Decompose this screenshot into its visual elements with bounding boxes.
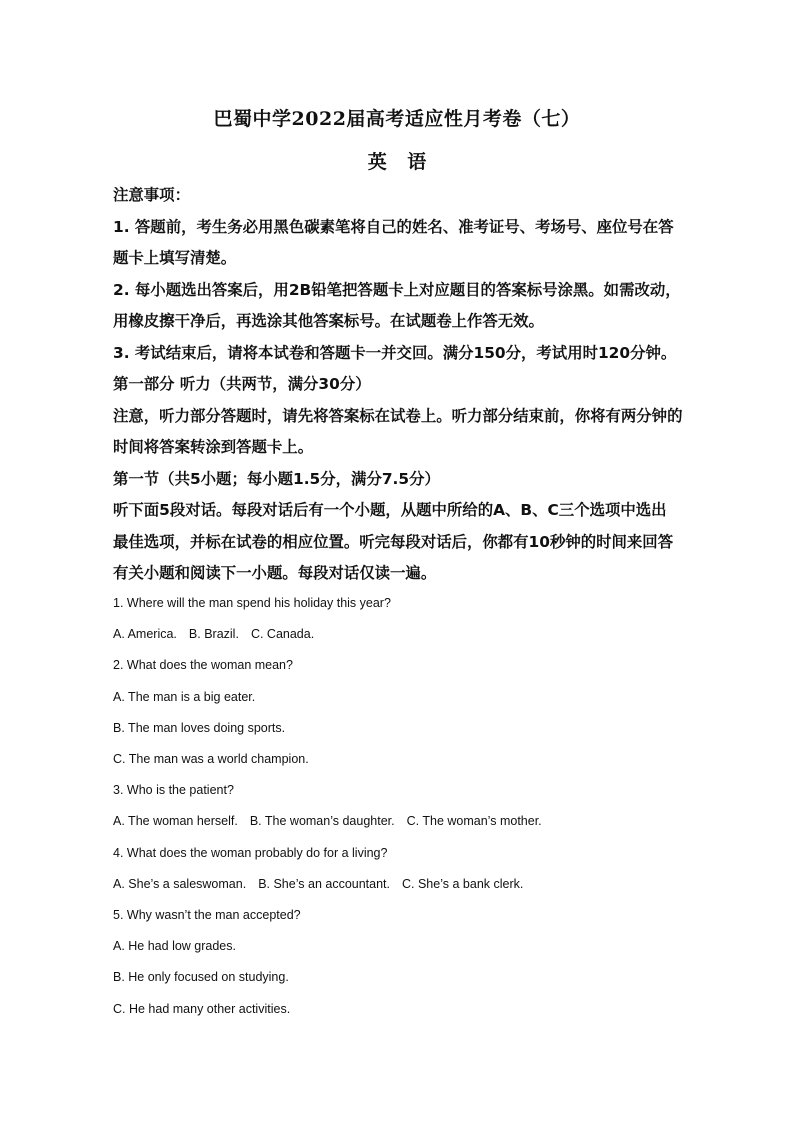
question-stem: 4. What does the woman probably do for a living? (113, 845, 388, 860)
section-heading: 第一节（共5小题；每小题1.5分，满分7.5分） (113, 469, 440, 488)
notice-block (113, 180, 713, 590)
option-a: A. The man is a big eater. (113, 689, 256, 704)
option-c: C. The man was a world champion. (113, 752, 309, 767)
instruction-line: 有关小题和阅读下一小题。每段对话仅读一遍。 (113, 564, 437, 582)
option-b: B. She’s an accountant. (258, 876, 390, 891)
option-row (113, 869, 713, 900)
listening-note-line: 时间将答案转涂到答题卡上。 (113, 438, 314, 456)
question-stem: 2. What does the woman mean? (113, 658, 293, 673)
question-list (113, 588, 713, 1025)
question-stem: 3. Who is the patient? (113, 783, 234, 798)
option-c: C. Canada. (250, 627, 315, 642)
option-a: A. America. (113, 627, 177, 642)
question-stem: 5. Why wasn’t the man accepted? (113, 908, 301, 923)
option-b: B. The woman’s daughter. (249, 814, 395, 829)
option-c: C. He had many other activities. (113, 1001, 291, 1016)
option-b: B. Brazil. (188, 627, 239, 642)
page-title: 巴蜀中学2022届高考适应性月考卷（七） (213, 108, 581, 130)
notice-line: 用橡皮擦干净后，再选涂其他答案标号。在试题卷上作答无效。 (113, 312, 544, 330)
option-a: A. She’s a saleswoman. (113, 876, 247, 891)
notice-line: 1. 答题前，考生务必用黑色碳素笔将自己的姓名、准考证号、考场号、座位号在答 (113, 217, 674, 236)
option-b: B. He only focused on studying. (113, 970, 289, 985)
instruction-line: 最佳选项，并标在试卷的相应位置。听完每段对话后，你都有10秒钟的时间来回答 (113, 532, 674, 551)
subject-title: 英 语 (367, 151, 427, 173)
option-b: B. The man loves doing sports. (113, 720, 286, 735)
notice-line: 题卡上填写清楚。 (113, 249, 237, 267)
option-row (113, 619, 713, 650)
option-a: A. He had low grades. (113, 939, 236, 954)
notice-line: 2. 每小题选出答案后，用2B铅笔把答题卡上对应题目的答案标号涂黑。如需改动， (113, 280, 681, 299)
option-c: C. The woman’s mother. (406, 814, 542, 829)
notice-heading: 注意事项： (113, 186, 190, 204)
question-stem: 1. Where will the man spend his holiday this year? (113, 596, 391, 610)
option-row (113, 806, 713, 837)
option-a: A. The woman herself. (113, 814, 238, 829)
listening-note-line: 注意，听力部分答题时，请先将答案标在试卷上。听力部分结束前，你将有两分钟的 (113, 406, 683, 425)
notice-line: 3. 考试结束后，请将本试卷和答题卡一并交回。满分150分，考试用时120分钟。 (113, 343, 677, 362)
part-heading: 第一部分 听力（共两节，满分30分） (113, 375, 371, 393)
instruction-line: 听下面5段对话。每段对话后有一个小题，从题中所给的A、B、C三个选项中选出 (113, 501, 667, 519)
option-c: C. She’s a bank clerk. (402, 876, 524, 891)
